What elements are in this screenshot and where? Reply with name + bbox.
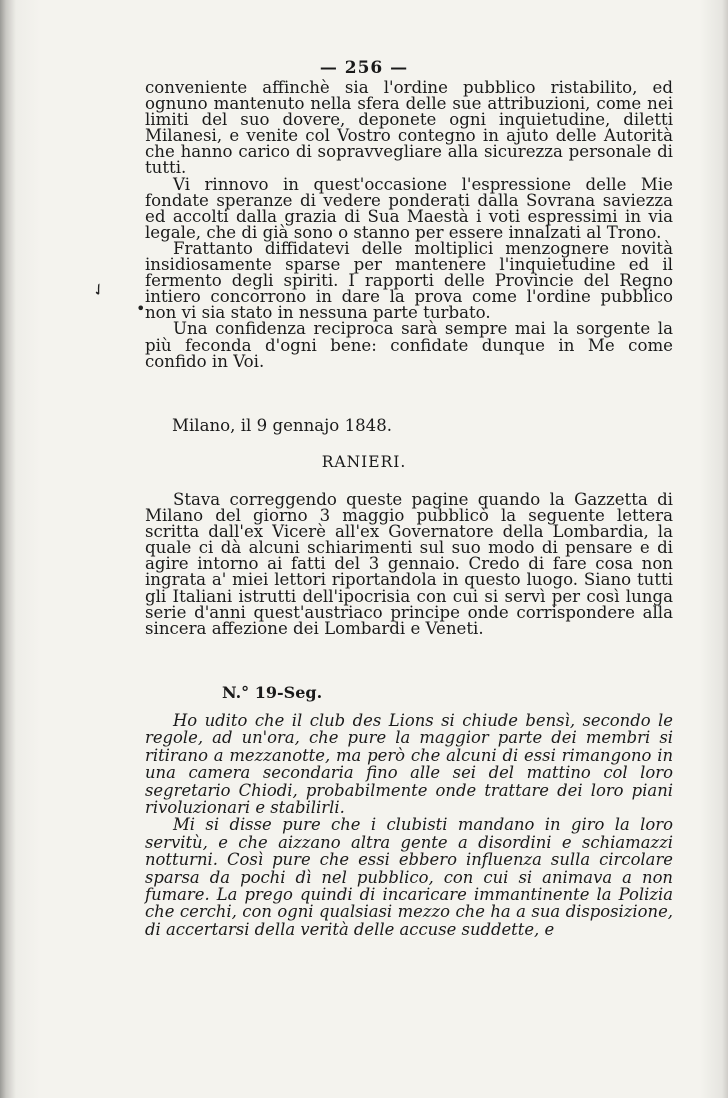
paragraph: Vi rinnovo in quest'occasione l'espressione delle Mie fondate speranze di vedere ponderati dalla Sovrana saviezza ed accolti dalla grazia di Sua Maestà i voti espressimi in via legale, che di già sono o stanno per essere innalzati al Trono. bbox=[145, 174, 673, 242]
document-number: N.° 19-Seg. bbox=[222, 683, 323, 702]
margin-dot-mark: • bbox=[136, 299, 146, 318]
paragraph: Stava correggendo queste pagine quando la Gazzetta di Milano del giorno 3 maggio pubblicò la seguente lettera scritta dall'ex Vicerè all'ex Governatore della Lombardia, la quale ci dà alcuni schiarimenti sul suo modo di pensare e di agire intorno ai fatti del 3 gennaio. Credo di fare cosa non ingrata a' miei lettori riportandola in questo luogo. Siano tutti gli Italiani istrutti dell'ipocrisia con cui si servì per così lunga serie d'anni quest'austriaco principe onde corrispondere alla sincera affezione dei Lombardi e Veneti. bbox=[145, 490, 673, 638]
paragraph: conveniente affinchè sia l'ordine pubblico ristabilito, ed ognuno mantenuto nella sfera delle sue attribuzioni, come nei limiti del suo dovere, deponete ogni inquietudine, diletti Milanesi, e venite col Vostro contegno in ajuto delle Autorità che hanno carico di sopravvegliare alla sicurezza personale di tutti. bbox=[145, 78, 673, 178]
paragraph: Una confidenza reciproca sarà sempre mai la sorgente la più feconda d'ogni bene: confidate dunque in Me come confido in Voi. bbox=[145, 319, 673, 371]
signature: RANIERI. bbox=[321, 453, 407, 471]
paragraph: Mi si disse pure che i clubisti mandano in giro la loro servitù, e che aizzano altra gente a disordini e schiamazzi notturni. Così pure che essi ebbero influenza sulla circolare sparsa da pochi dì nel pubblico, con cui si animava a non fumare. La prego quindi di incaricare immantinente la Polizia che cerchi, con ogni qualsiasi mezzo che ha a sua disposizione, di accertarsi della verità delle accuse suddette, e bbox=[145, 815, 673, 939]
page-number: — 256 — bbox=[319, 58, 409, 78]
author-note bbox=[145, 492, 673, 637]
paragraph: Ho udito che il club des Lions si chiude bensì, secondo le regole, ad un'ora, che pure la maggior parte dei membri si ritirano a mezzanotte, ma però che alcuni di essi rimangono in una camera secondaria fino alle sei del mattino col loro segretario Chiodi, probabilmente onde trattare dei loro piani rivoluzionari e stabilirli. bbox=[145, 711, 673, 818]
margin-check-mark: ✓ bbox=[87, 277, 110, 302]
letter-text bbox=[145, 712, 673, 938]
proclamation-text bbox=[145, 80, 673, 370]
date-line: Milano, il 9 gennajo 1848. bbox=[172, 416, 393, 435]
paragraph: Frattanto diffidatevi delle moltiplici menzognere novità insidiosamente sparse per mantenere l'inquietudine ed il fermento degli spiriti. I rapporti delle Provincie del Regno intiero concorrono in dare la prova come l'ordine pubblico non vi sia stato in nessuna parte turbato. bbox=[145, 238, 673, 323]
